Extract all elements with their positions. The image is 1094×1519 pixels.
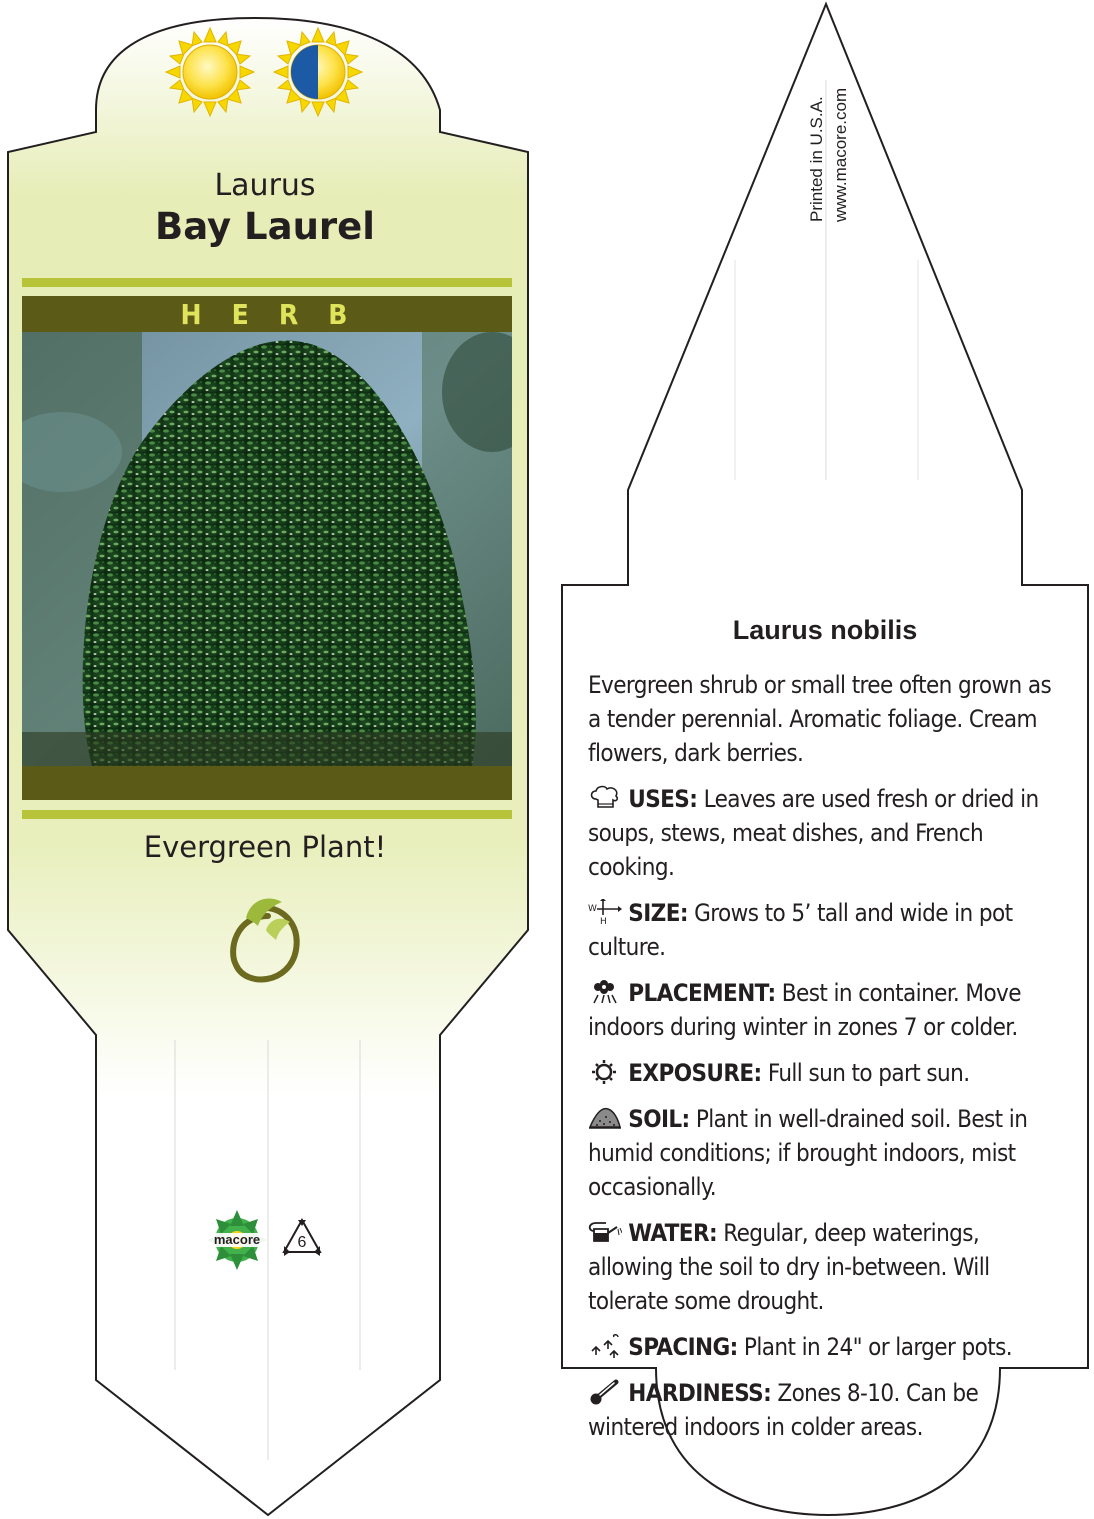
care-text: Grows to 5’ tall and wide in pot culture. [588,899,1013,961]
recycle-number: 6 [297,1234,307,1251]
care-item-hardiness [588,1376,1068,1444]
bottom-stripe [22,810,512,819]
flowers-icon [588,979,622,1005]
care-label: PLACEMENT: [628,979,776,1007]
care-text: Zones 8-10. Can be wintered indoors in colder areas. [588,1379,979,1441]
watering-can-icon [588,1219,622,1245]
plant-common-name: Bay Laurel [155,205,375,248]
care-label: USES: [628,785,698,813]
care-text: Regular, deep waterings, allowing the soil to dry in-between. Will tolerate some drought. [588,1219,990,1315]
care-item-spacing [588,1330,1068,1364]
plant-photo [22,332,512,766]
svg-text:H: H [600,917,607,925]
care-item-exposure [588,1056,1068,1090]
top-stripe [22,278,512,287]
full-sun-icon [166,28,254,116]
care-item-size [588,896,1068,964]
macore-logo-text: macore [213,1232,261,1247]
care-item-water [588,1216,1068,1318]
care-label: WATER: [628,1219,718,1247]
plant-genus: Laurus [214,168,316,203]
care-label: EXPOSURE: [628,1059,762,1087]
care-text: Plant in 24" or larger pots. [743,1333,1012,1361]
care-label: SPACING: [628,1333,738,1361]
sun-outline-icon [588,1059,622,1085]
latin-name: Laurus nobilis [732,615,918,645]
svg-text:W: W [588,904,597,914]
printed-credit [805,88,853,222]
plant-tagline: Evergreen Plant! [143,830,387,864]
care-label: HARDINESS: [628,1379,772,1407]
care-item-placement [588,976,1068,1044]
care-info [588,668,1068,1456]
care-text: Leaves are used fresh or dried in soups, stews, meat dishes, and French cooking. [588,785,1039,881]
care-text: Full sun to part sun. [767,1059,970,1087]
printed-in: Printed in U.S.A. [807,96,826,222]
category-band: HERB [22,296,512,332]
care-item-uses [588,782,1068,884]
website: www.macore.com [831,87,850,222]
care-text: Plant in well-drained soil. Best in humid conditions; if brought indoors, mist occasionally. [588,1105,1028,1201]
chef-hat-icon [588,785,622,811]
size-arrows-icon [588,899,622,925]
thermometer-icon [588,1379,622,1405]
spacing-plants-icon [588,1333,622,1359]
soil-mound-icon [588,1105,622,1131]
care-text: Best in container. Move indoors during winter in zones 7 or colder. [588,979,1021,1041]
part-sun-icon [274,28,362,116]
photo-bottom-band [22,766,512,800]
plant-description: Evergreen shrub or small tree often grown as a tender perennial. Aromatic foliage. Cream flowers, dark berries. [588,671,1052,767]
care-label: SIZE: [628,899,688,927]
care-item-soil [588,1102,1068,1204]
care-label: SOIL: [628,1105,690,1133]
